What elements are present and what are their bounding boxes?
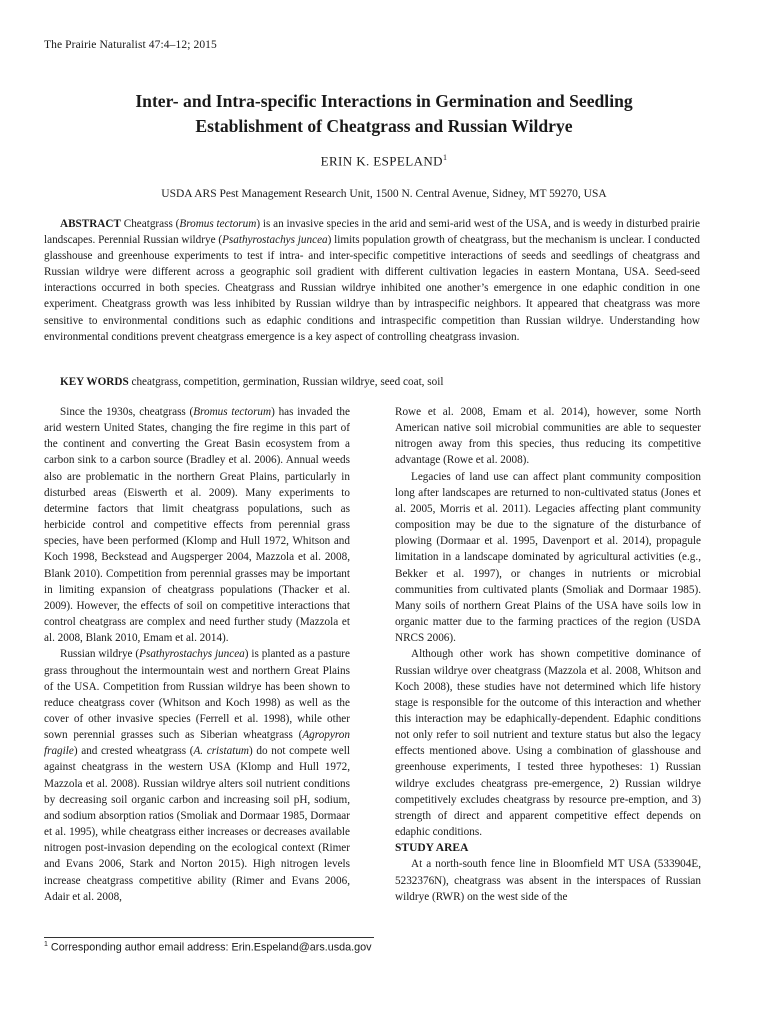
paragraph <box>44 404 350 646</box>
paragraph: Although other work has shown competitive dominance of Russian wildrye over cheatgrass (Mazzola et al. 2008, Whitson and Koch 2008), these studies have not determined which life history stage is responsible for the outcome of this interaction and whether this interaction may be edaphically-dependent. Edaphic conditions not only refer to soil nutrient and texture status but also the legacy effects mentioned above. Using a combination of glasshouse and greenhouse experiments, I tested three hypotheses: 1) Russian wildrye excludes cheatgrass pre-emergence, 2) Russian wildrye competitively excludes cheatgrass by resource pre-emption, and 3) strength of direct and apparent competitive effect depends on edaphic conditions. <box>395 648 701 839</box>
keywords-label: KEY WORDS <box>60 376 129 388</box>
left-column <box>44 404 350 905</box>
abstract-species-1: Bromus tectorum <box>179 218 257 230</box>
paragraph: Rowe et al. 2008, Emam et al. 2014), however, some North American native soil microbial communities are able to sequester nitrogen away from this species, thus reducing its competitive advantage (Rowe et al. 2008). <box>395 406 701 467</box>
author-affiliation: USDA ARS Pest Management Research Unit, 1500 N. Central Avenue, Sidney, MT 59270, USA <box>161 188 607 200</box>
abstract-text: Cheatgrass ( <box>120 218 180 230</box>
author-footnote-mark: 1 <box>442 153 448 162</box>
section-heading-study-area: STUDY AREA <box>395 842 469 855</box>
species-name: Agropyron fragile <box>44 729 350 758</box>
footnote <box>44 941 372 954</box>
footnote-text: Corresponding author email address: Erin.Espeland@ars.usda.gov <box>47 941 372 954</box>
text: ) has invaded the arid western United States, changing the fire regime in this part of the continent and converting the Great Basin ecosystem from a carbon sink to a carbon source (Bradley et al. 2006). Annual weeds also are problematic in the northern Great Plains, particularly in disturbed areas (Eiswerth et al. 2009). Many experiments to determine factors that limit cheatgrass populations, such as herbicide control and competitive effects from perennial grass species, have been performed (Klomp and Hull 1972, Whitson and Koch 1998, Beckstead and Augsperger 2004, Mazzola et al. 2008, Blank 2010). Competition from perennial grasses may be important in limiting expansion of cheatgrass populations (Thacker et al. 2009). However, the effects of soil on competitive interactions that control cheatgrass are complex and need further study (Mazzola et al. 2008, Blank 2010, Emam et al. 2014). <box>44 406 350 645</box>
abstract-text: ) is an invasive species in the arid and semi-arid west of the USA, and is weedy in disturbed prairie landscapes. Perennial Russian wildrye ( <box>44 218 700 247</box>
keywords-text: cheatgrass, competition, germination, Russian wildrye, seed coat, soil <box>128 376 444 388</box>
paper-title <box>60 89 708 139</box>
footnote-mark: 1 <box>44 941 48 948</box>
abstract-label: ABSTRACT <box>60 218 121 230</box>
text: ) do not compete well against cheatgrass in the western USA (Klomp and Hull 1972, Mazzola et al. 2008). Russian wildrye alters soil nutrient conditions by decreasing soil organic carbon and increasing soil pH, sodium, and sodium absorption ratios (Smoliak and Dormaar 1985, Dormaar et al. 1995), while cheatgrass either increases or decreases available nitrogen post-invasion depending on the ecological context (Rimer and Evans 2006, Stark and Norton 2015). High nitrogen levels increase cheatgrass competitive ability (Rimer and Evans 2006, Adair et al. 2008, <box>44 745 350 903</box>
species-name: Psathyrostachys juncea <box>139 648 245 661</box>
text: ) and crested wheatgrass ( <box>73 745 194 758</box>
title-line-1: Inter- and Intra-specific Interactions in Germination and Seedling <box>135 91 633 111</box>
text: ) is planted as a pasture grass throughout the intermountain west and northern Great Plains of the USA. Competition from Russian wildrye has been shown to reduce cheatgrass cover (Whitson and Koch 1998) as well as the cover of other invasive species (Ferrell et al. 1998), while other sown perennial grasses such as Siberian wheatgrass ( <box>44 648 350 742</box>
text: Since the 1930s, cheatgrass ( <box>60 406 194 418</box>
author-name: ERIN K. ESPELAND <box>320 153 443 169</box>
footnote-divider <box>44 937 374 938</box>
species-name: Bromus tectorum <box>193 406 272 418</box>
species-name: A. cristatum <box>193 745 250 758</box>
author-line <box>0 153 768 169</box>
abstract-species-2: Psathyrostachys juncea <box>222 234 328 247</box>
keywords <box>44 374 700 390</box>
right-column <box>395 404 701 905</box>
paragraph: Legacies of land use can affect plant community composition long after landscapes are returned to non-cultivated status (Jones et al. 2005, Morris et al. 2011). Legacies affecting plant community composition may be due to the signature of the disturbance of plowing (Dormaar et al. 1995, Davenport et al. 2014), propagule limitation in a landscape dominated by agricultural activities (e.g., Bekker et al. 1997), or changes in nutrients or microbial communities from cultivated plants (Smoliak and Dormaar 1985). Many soils of northern Great Plains of the USA have soils low in organic matter due to the farming practices of the region (USDA NRCS 2006). <box>395 470 701 645</box>
paragraph: At a north-south fence line in Bloomfield MT USA (533904E, 5232376N), cheatgrass was absent in the interspaces of Russian wildrye (RWR) on the west side of the <box>395 858 701 903</box>
text: Russian wildrye ( <box>60 648 140 661</box>
journal-citation: The Prairie Naturalist 47:4–12; 2015 <box>44 39 217 51</box>
title-line-2: Establishment of Cheatgrass and Russian Wildrye <box>195 116 573 136</box>
paragraph <box>44 646 350 905</box>
abstract-text: ) limits population growth of cheatgrass, but the mechanism is unclear. I conducted glasshouse and greenhouse experiments to test if intra- and inter-specific competitive interactions of seeds and seedlings of cheatgrass and Russian wildrye were different across a geographic soil gradient with different cultivation legacies in eastern Montana, USA. Seed-seed interactions occurred in both species. Cheatgrass and Russian wildrye inhibited one another’s emergence in one edaphic condition in one experiment. Cheatgrass growth was less inhibited by Russian wildrye than by intraspecific neighbors. It appeared that cheatgrass was more sensitive to environmental conditions such as edaphic conditions and intraspecific competition than Russian wildrye. Understanding how environmental conditions prevent cheatgrass emergence is a key aspect of controlling cheatgrass invasion. <box>44 234 700 343</box>
abstract <box>44 216 700 345</box>
